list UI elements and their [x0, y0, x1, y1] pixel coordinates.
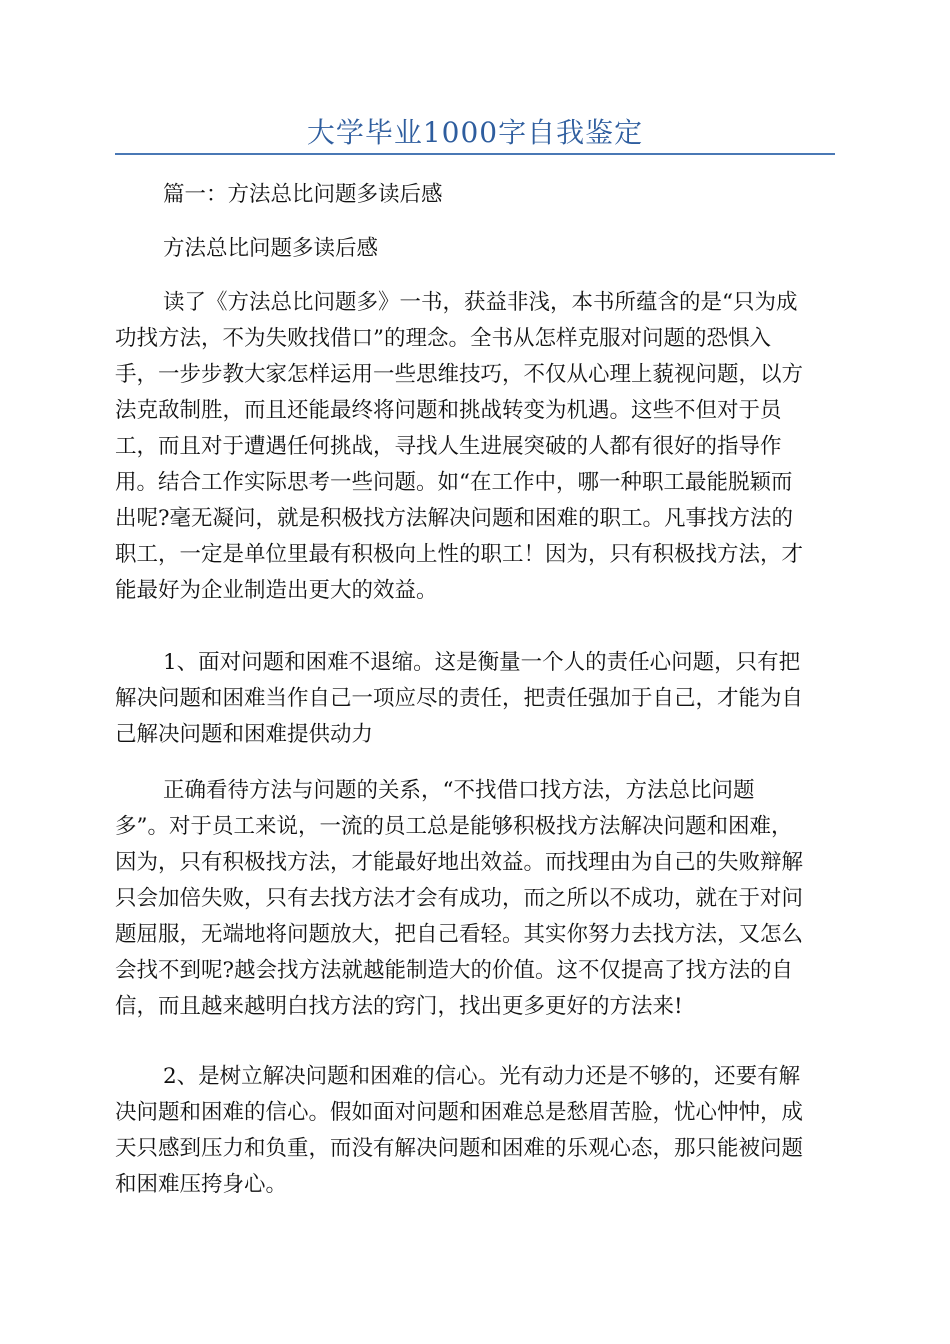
paragraph-line: 1、面对问题和困难不退缩。这是衡量一个人的责任心问题，只有把 — [163, 650, 801, 675]
paragraph-line: 题屈服，无端地将问题放大，把自己看轻。其实你努力去找方法，又怎么 — [115, 922, 804, 947]
paragraph-line: 解决问题和困难当作自己一项应尽的责任，把责任强加于自己，才能为自 — [115, 686, 804, 711]
subheading: 方法总比问题多读后感 — [163, 236, 379, 261]
title-underline — [115, 153, 835, 155]
paragraph-line: 只会加倍失败，只有去找方法才会有成功，而之所以不成功，就在于对问 — [115, 886, 804, 911]
paragraph-line: 读了《方法总比问题多》一书，获益非浅，本书所蕴含的是“只为成 — [163, 290, 798, 315]
paragraph-line: 天只感到压力和负重，而没有解决问题和困难的乐观心态，那只能被问题 — [115, 1136, 804, 1161]
paragraph-line: 职工，一定是单位里最有积极向上性的职工！因为，只有积极找方法，才 — [115, 542, 804, 567]
paragraph-line: 决问题和困难的信心。假如面对问题和困难总是愁眉苦脸，忧心忡忡，成 — [115, 1100, 804, 1125]
paragraph-line: 能最好为企业制造出更大的效益。 — [115, 578, 438, 603]
paragraph-line: 法克敌制胜，而且还能最终将问题和挑战转变为机遇。这些不但对于员 — [115, 398, 782, 423]
paragraph-line: 工，而且对于遭遇任何挑战，寻找人生进展突破的人都有很好的指导作 — [115, 434, 782, 459]
paragraph-line: 和困难压挎身心。 — [115, 1172, 288, 1197]
paragraph-line: 手，一步步教大家怎样运用一些思维技巧，不仅从心理上藐视问题，以方 — [115, 362, 804, 387]
paragraph-line: 2、是树立解决问题和困难的信心。光有动力还是不够的，还要有解 — [163, 1064, 801, 1089]
section-heading: 篇一：方法总比问题多读后感 — [163, 182, 443, 207]
paragraph-line: 因为，只有积极找方法，才能最好地出效益。而找理由为自己的失败辩解 — [115, 850, 804, 875]
paragraph-line: 用。结合工作实际思考一些问题。如“在工作中，哪一种职工最能脱颖而 — [115, 470, 793, 495]
page-title: 大学毕业1000字自我鉴定 — [306, 116, 644, 149]
paragraph-line: 会找不到呢?越会找方法就越能制造大的价值。这不仅提高了找方法的自 — [115, 958, 794, 983]
paragraph-line: 信，而且越来越明白找方法的窍门，找出更多更好的方法来! — [115, 994, 683, 1019]
paragraph-line: 功找方法，不为失败找借口”的理念。全书从怎样克服对问题的恐惧入 — [115, 326, 771, 351]
paragraph-line: 出呢?毫无凝问，就是积极找方法解决问题和困难的职工。凡事找方法的 — [115, 506, 794, 531]
paragraph-line: 多”。对于员工来说，一流的员工总是能够积极找方法解决问题和困难， — [115, 814, 793, 839]
paragraph-line: 正确看待方法与问题的关系，“不找借口找方法，方法总比问题 — [163, 778, 755, 803]
paragraph-line: 己解决问题和困难提供动力 — [115, 722, 374, 747]
